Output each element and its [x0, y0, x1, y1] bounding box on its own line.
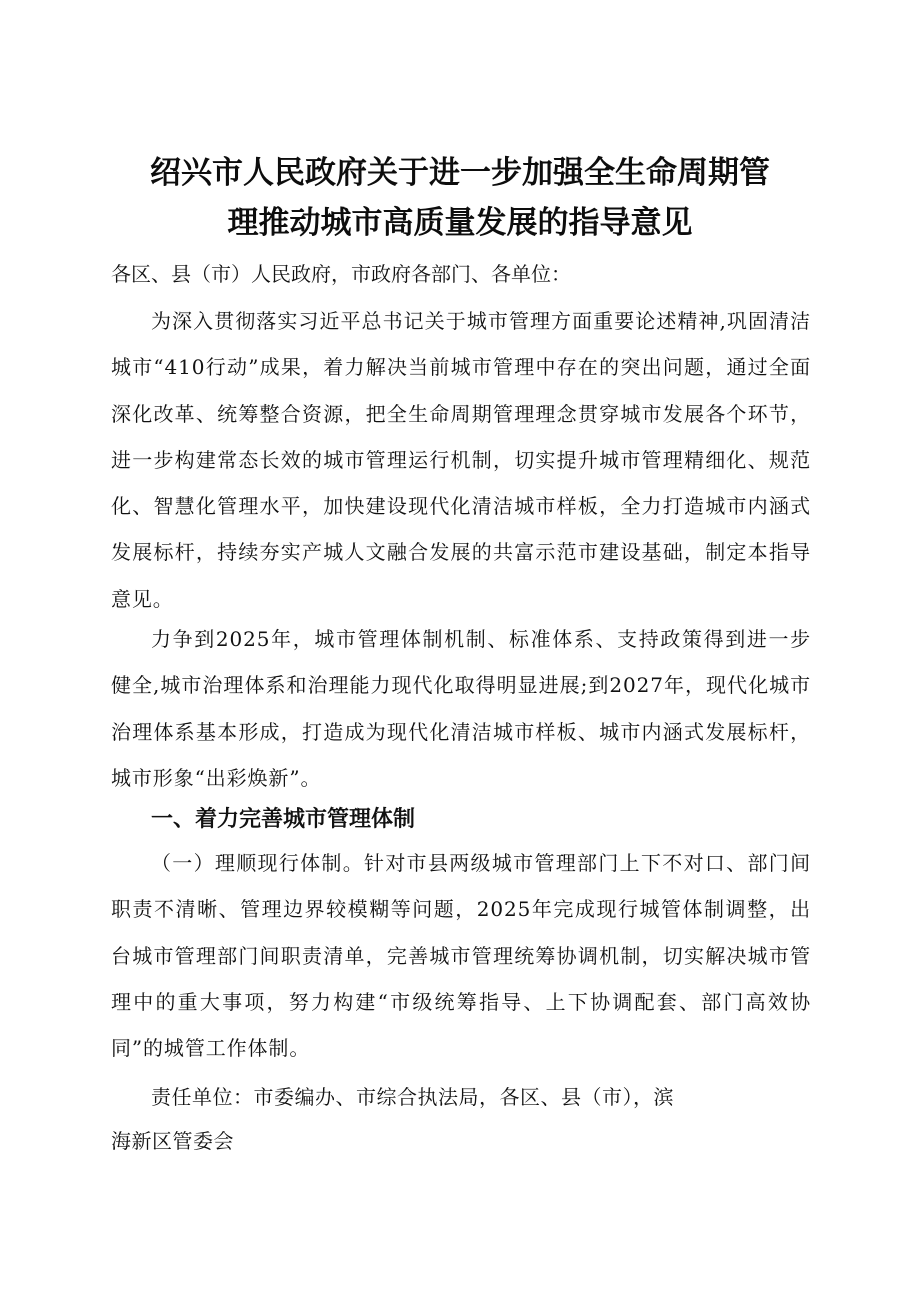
intro-paragraph: 为深入贯彻落实习近平总书记关于城市管理方面重要论述精神,巩固清洁城市“410行动”成果，着力解决当前城市管理中存在的突出问题，通过全面深化改革、统筹整合资源，把全生命周期管理理念贯穿城市发展各个环节，进一步构建常态长效的城市管理运行机制，切实提升城市管理精细化、规范化、智慧化管理水平，加快建设现代化清洁城市样板，全力打造城市内涵式发展标杆，持续夯实产城人文融合发展的共富示范市建设基础，制定本指导意见。	[111, 309, 811, 611]
salutation: 各区、县（市）人民政府，市政府各部门、各单位：	[111, 262, 571, 286]
responsible-units-line-1: 责任单位：市委编办、市综合执法局，各区、县（市），滨	[151, 1085, 674, 1109]
section-1-item-1-paragraph: （一）理顺现行体制。针对市县两级城市管理部门上下不对口、部门间职责不清晰、管理边界较模糊等问题，2025年完成现行城管体制调整，出台城市管理部门间职责清单，完善城市管理统筹协调机制，切实解决城市管理中的重大事项，努力构建“市级统筹指导、上下协调配套、部门高效协同”的城管工作体制。	[111, 851, 811, 1061]
section-heading-1: 一、着力完善城市管理体制	[151, 807, 416, 832]
responsible-units-line-2: 海新区管委会	[111, 1129, 234, 1153]
title-line-2: 理推动城市高质量发展的指导意见	[227, 205, 693, 241]
document-title	[110, 148, 810, 248]
responsible-units	[111, 1075, 811, 1163]
goals-paragraph: 力争到2025年，城市管理体制机制、标准体系、支持政策得到进一步健全,城市治理体系和治理能力现代化取得明显进展;到2027年，现代化城市治理体系基本形成，打造成为现代化清洁城市样板、城市内涵式发展标杆，城市形象“出彩焕新”。	[111, 627, 811, 790]
title-line-1: 绍兴市人民政府关于进一步加强全生命周期管	[150, 155, 770, 191]
